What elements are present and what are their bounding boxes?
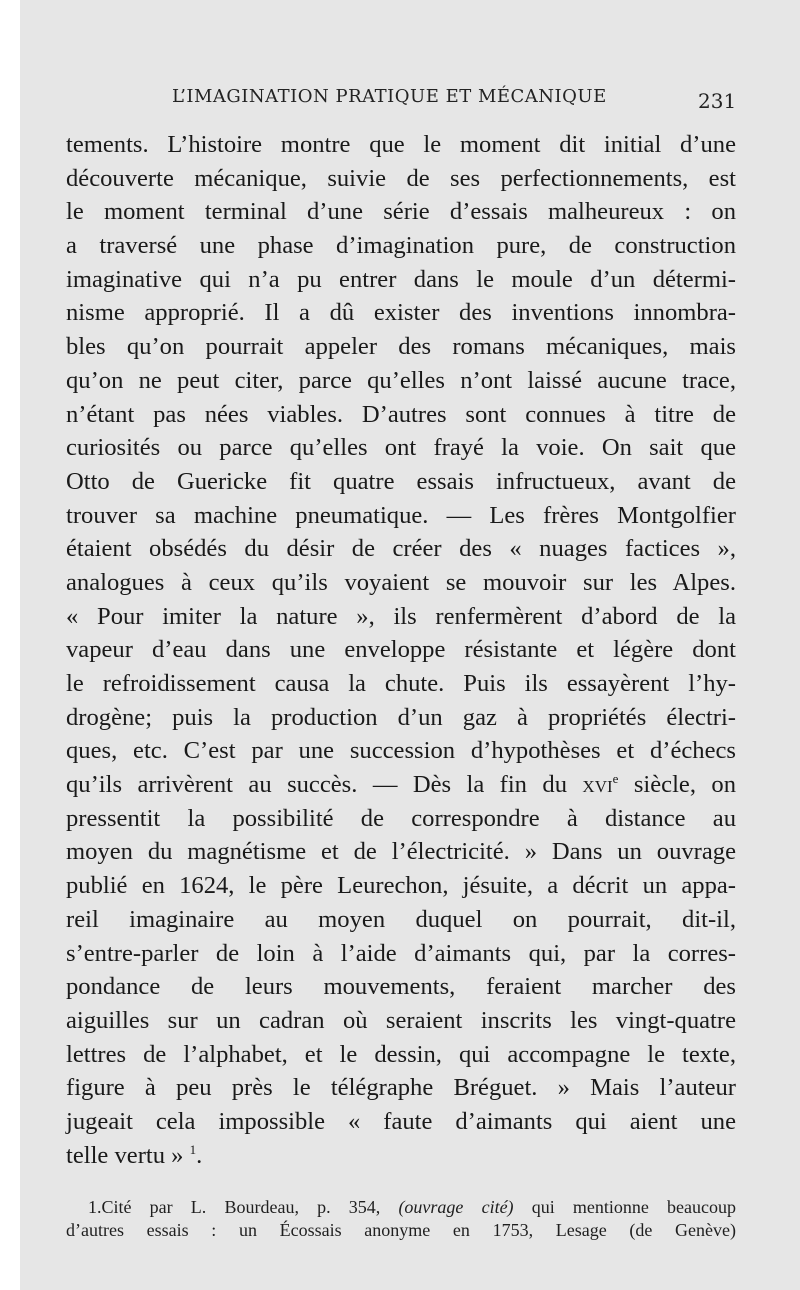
text-line: publié en 1624, le père Leurechon, jésuite, a décrit un appa- (66, 872, 736, 900)
century-numeral: xvi (582, 771, 613, 799)
text-line: trouver sa machine pneumatique. — Les frères Montgolfier (66, 501, 736, 529)
text-line: pondance de leurs mouvements, feraient marcher des (66, 973, 736, 1001)
text-line: lettres de l’alphabet, et le dessin, qui accompagne le texte, (66, 1040, 736, 1068)
text-line: jugeait cela impossible « faute d’aimants qui aient une (66, 1107, 736, 1135)
text-line: moyen du magnétisme et de l’électricité. » Dans un ouvrage (66, 838, 736, 866)
running-head: L’IMAGINATION PRATIQUE ET MÉCANIQUE (172, 86, 607, 107)
text-line: s’entre-parler de loin à l’aide d’aimants qui, par la corres- (66, 939, 736, 967)
footnote-italic: (ouvrage cité) (398, 1197, 514, 1217)
text-line-last: telle vertu » $^1$. (66, 1141, 203, 1169)
text-line: étaient obsédés du désir de créer des « nuages factices », (66, 535, 736, 563)
text-line: le moment terminal d’une série d’essais malheureux : on (66, 198, 736, 226)
text-line: a traversé une phase d’imagination pure, de construction (66, 232, 736, 260)
text-line: Otto de Guericke fit quatre essais infructueux, avant de (66, 467, 736, 495)
text-line: figure à peu près le télégraphe Bréguet. » Mais l’auteur (66, 1074, 736, 1102)
footnote (66, 1196, 736, 1242)
footnote-text: Cité par L. Bourdeau, p. 354, (101, 1197, 399, 1217)
text-line: le refroidissement causa la chute. Puis ils essayèrent l’hy- (66, 670, 736, 697)
text-line: analogues à ceux qu’ils voyaient se mouvoir sur les Alpes. (66, 568, 736, 596)
text-line: pressentit la possibilité de correspondre à distance au (66, 804, 736, 832)
text-line: aiguilles sur un cadran où seraient inscrits les vingt-quatre (66, 1006, 736, 1034)
page-number: 231 (698, 89, 737, 113)
text-line: reil imaginaire au moyen duquel on pourrait, dit-il, (66, 905, 736, 933)
text-line: vapeur d’eau dans une enveloppe résistante et légère dont (66, 636, 736, 664)
text-segment: qu’ils arrivèrent au succès. — Dès la fin du (66, 771, 583, 799)
text-line: tements. L’histoire montre que le moment dit initial d’une (66, 131, 736, 158)
footnote-line (66, 1196, 736, 1219)
century-superscript: e (612, 771, 619, 787)
text-line: nisme approprié. Il a dû exister des inventions innombra- (66, 299, 736, 327)
text-line: qu’on ne peut citer, parce qu’elles n’ont laissé aucune trace, (66, 366, 736, 394)
footnote-line: d’autres essais : un Écossais anonyme en 1753, Lesage (de Genève) (66, 1220, 736, 1240)
footnote-marker: 1. (88, 1197, 102, 1217)
text-line: ques, etc. C’est par une succession d’hypothèses et d’échecs (66, 737, 736, 765)
text-line: bles qu’on pourrait appeler des romans mécaniques, mais (66, 333, 736, 361)
text-segment: siècle, on (618, 771, 736, 799)
text-line: « Pour imiter la nature », ils renfermèrent d’abord de la (66, 602, 736, 630)
text-line: n’étant pas nées viables. D’autres sont connues à titre de (66, 400, 736, 428)
text-line: découverte mécanique, suivie de ses perfectionnements, est (66, 164, 736, 192)
footnote-text: qui mentionne beaucoup (513, 1197, 737, 1217)
text-line-century (66, 768, 736, 802)
body-text (66, 128, 736, 1172)
page-margin-edge (0, 0, 20, 1290)
footnote-reference: 1 (189, 1141, 197, 1157)
text-segment: telle vertu » (66, 1141, 190, 1169)
text-line: curiosités ou parce qu’elles ont frayé la voie. On sait que (66, 434, 736, 462)
text-line: imaginative qui n’a pu entrer dans le moule d’un détermi- (66, 265, 736, 293)
text-line: drogène; puis la production d’un gaz à propriétés électri- (66, 703, 736, 731)
